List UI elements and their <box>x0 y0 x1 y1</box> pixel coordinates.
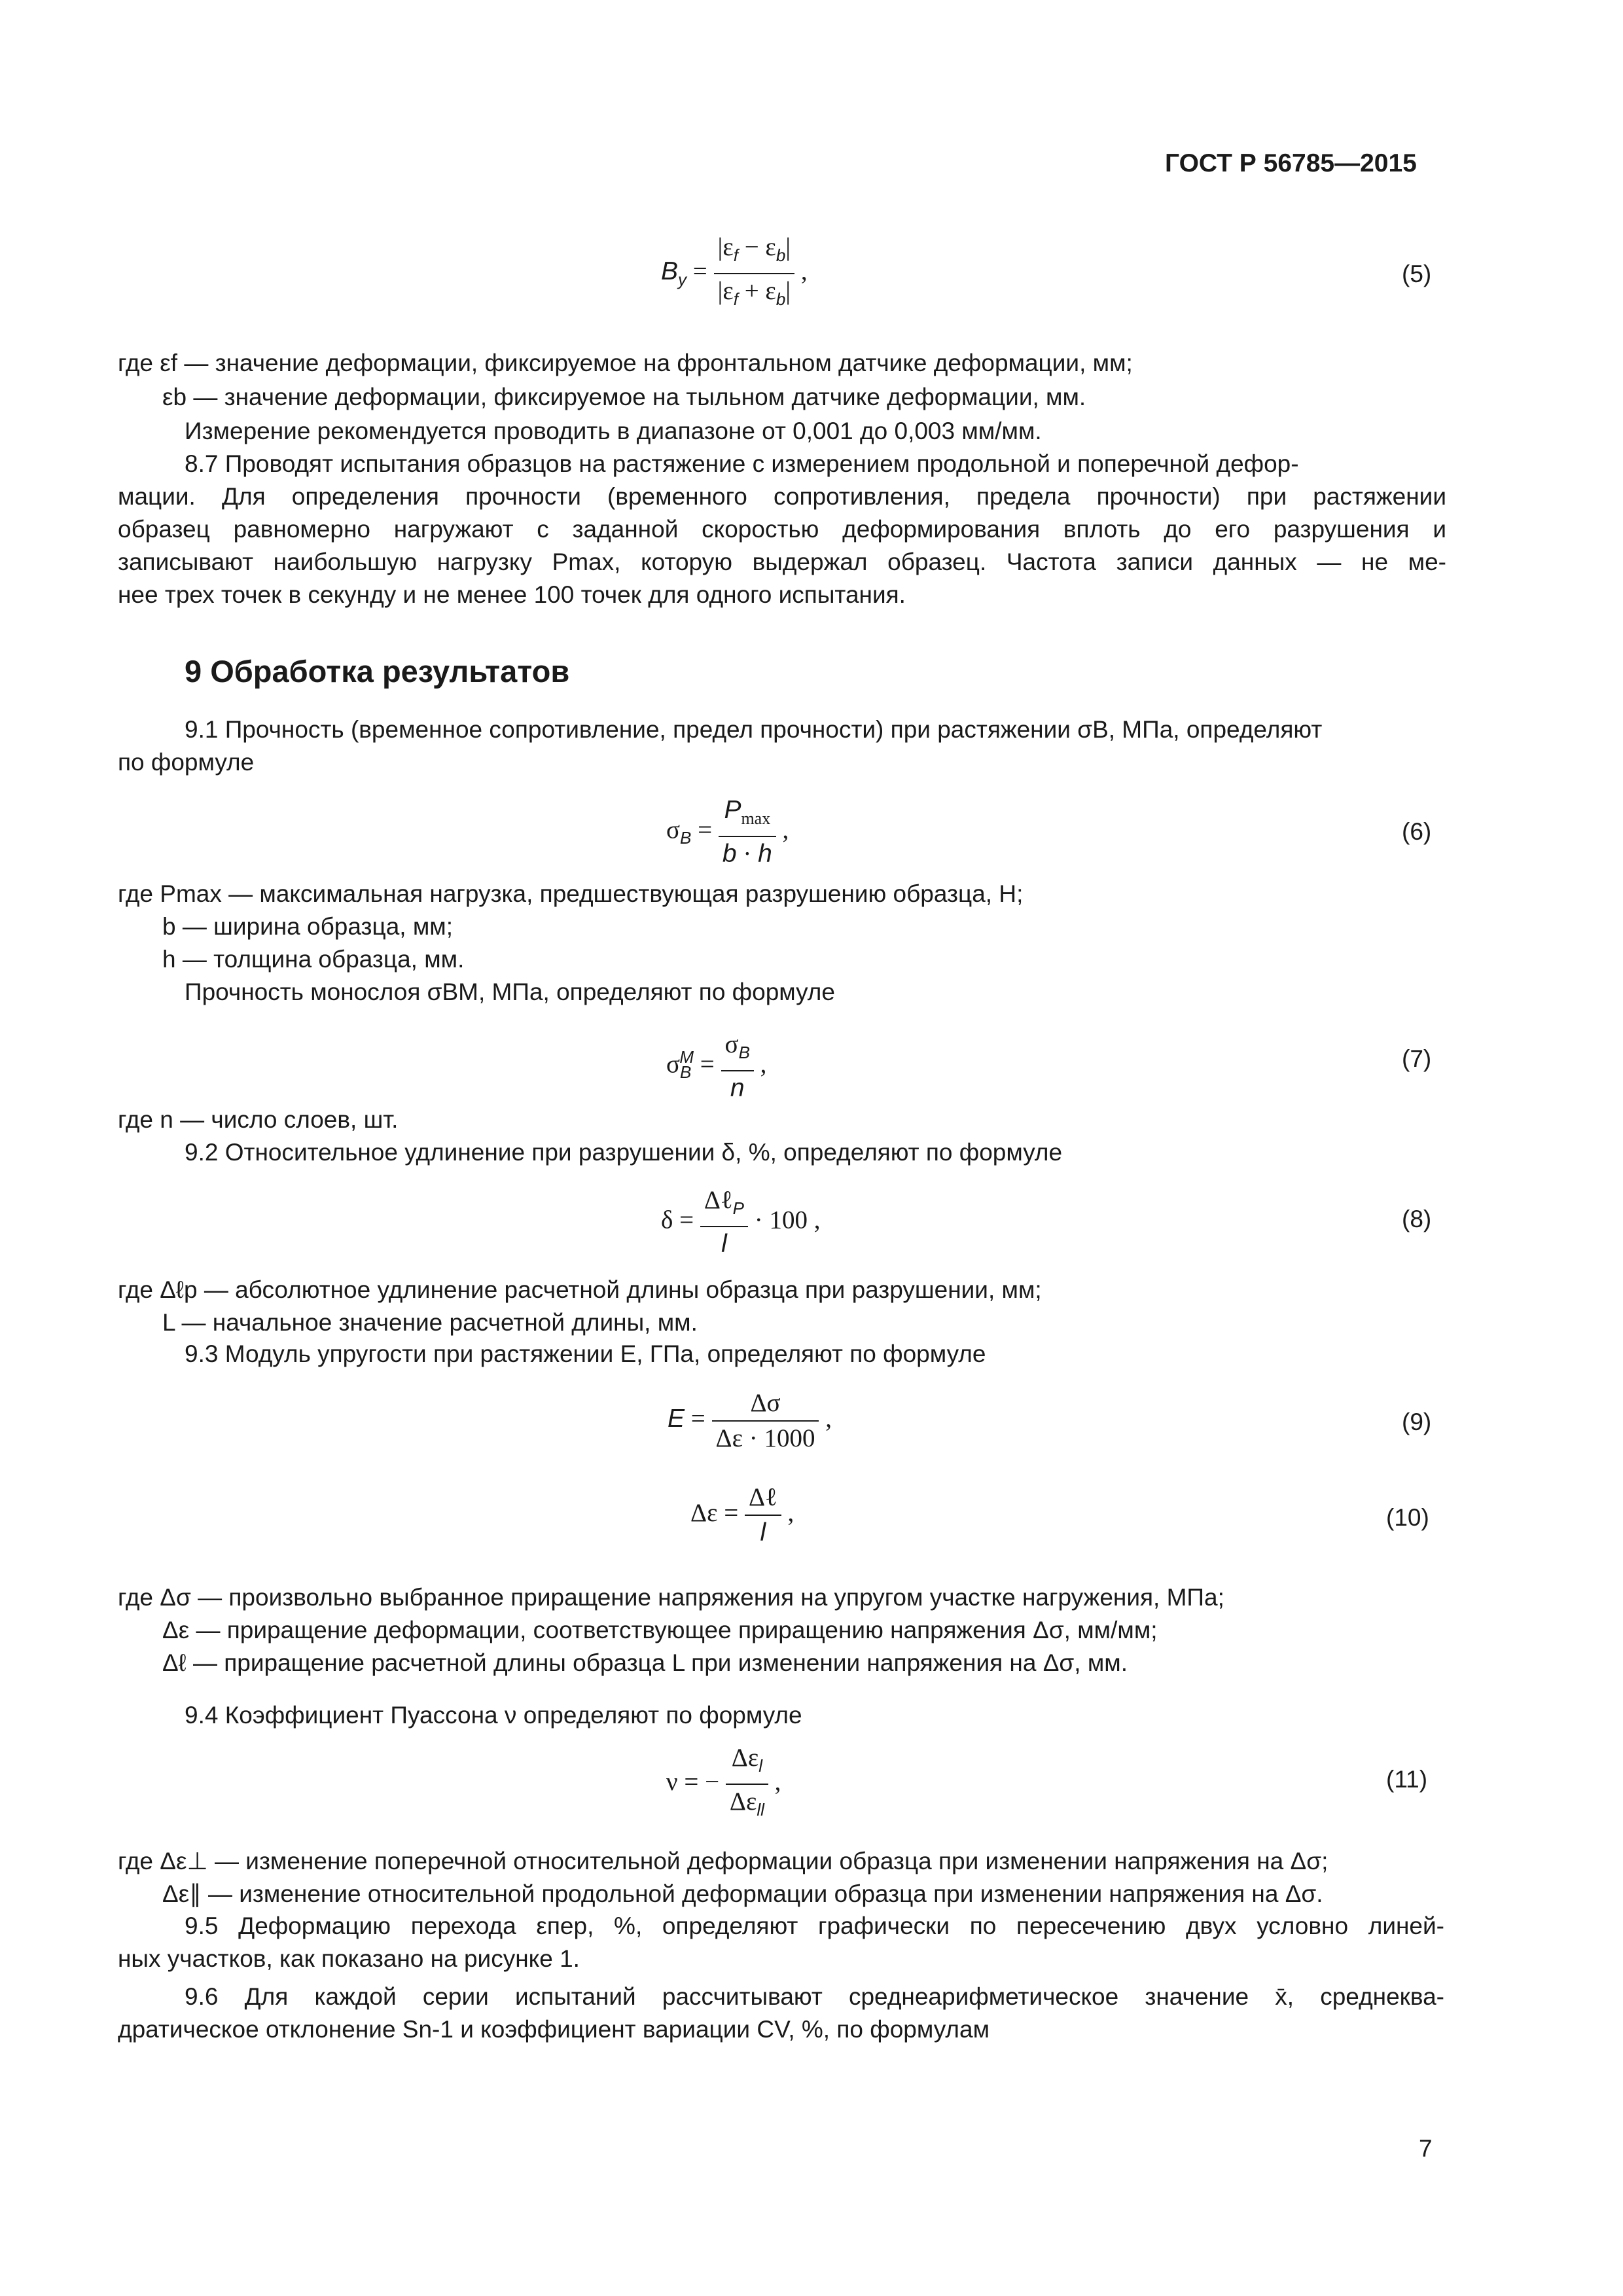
text-line: где Δℓp — абсолютное удлинение расчетной длины образца при разрушении, мм; <box>118 1276 1042 1303</box>
page-number: 7 <box>1419 2135 1433 2162</box>
text-line: 9.4 Коэффициент Пуассона ν определяют по формуле <box>185 1702 802 1729</box>
formula-11: ν = − $\frac{\Delta\varepsilon_l}{\Delta\varepsilon_{ll}}$ , <box>666 1741 781 1827</box>
text-line: мации. Для определения прочности (временного сопротивления, предела прочности) при растяжении <box>118 483 1446 510</box>
text-line: 9.5 Деформацию перехода εпер, %, определяют графически по пересечению двух условно линей- <box>185 1912 1444 1939</box>
equation-number: (6) <box>1402 818 1432 845</box>
text-line: Измерение рекомендуется проводить в диапазоне от 0,001 до 0,003 мм/мм. <box>185 418 1042 444</box>
text-line: дратическое отклонение Sn-1 и коэффициент вариации CV, %, по формулам <box>118 2016 990 2043</box>
text-line: 9.2 Относительное удлинение при разрушении δ, %, определяют по формуле <box>185 1139 1063 1166</box>
text-line: 8.7 Проводят испытания образцов на растяжение с измерением продольной и поперечной дефор- <box>185 450 1299 477</box>
formula-6: $\sigma_B$ = $\frac{P_{max}}{b \cdot h}$ , <box>666 793 789 871</box>
equation-number: (5) <box>1402 260 1432 287</box>
text-line: Δℓ — приращение расчетной длины образца L при изменении напряжения на Δσ, мм. <box>162 1649 1128 1676</box>
text-line: 9.3 Модуль упругости при растяжении E, ГПа, определяют по формуле <box>185 1340 986 1367</box>
formula-10: Δε = $\frac{\text{Δℓ}}{l}$ , <box>690 1480 794 1550</box>
text-line: где Pmax — максимальная нагрузка, предшествующая разрушению образца, Н; <box>118 880 1024 907</box>
formula-8: δ = $\frac{\Delta\ell_P}{l}$ · 100 , <box>661 1183 820 1261</box>
text-line: записывают наибольшую нагрузку Pmax, которую выдержал образец. Частота записи данных — не ме- <box>118 548 1446 575</box>
text-line: εb — значение деформации, фиксируемое на тыльном датчике деформации, мм. <box>162 384 1086 410</box>
equation-number: (7) <box>1402 1045 1432 1072</box>
text-line: где n — число слоев, шт. <box>118 1106 399 1133</box>
text-line: b — ширина образца, мм; <box>162 913 453 940</box>
formula-5: $B_y$ = $\frac{|\varepsilon_f - \varepsilon_b|}{|\varepsilon_f + \varepsilon_b|}$ , <box>661 230 808 317</box>
formula-9: E = $\frac{\Delta\sigma}{\Delta\varepsilon \cdot 1000}$ , <box>668 1386 832 1456</box>
equation-number: (9) <box>1402 1408 1432 1435</box>
text-line: Прочность монослоя σBM, МПа, определяют по формуле <box>185 978 835 1005</box>
text-line: где Δσ — произвольно выбранное приращение напряжения на упругом участке нагружения, МПа; <box>118 1584 1224 1611</box>
text-line: ных участков, как показано на рисунке 1. <box>118 1945 580 1972</box>
text-line: где Δε⊥ — изменение поперечной относительной деформации образца при изменении напряжения на Δσ; <box>118 1848 1329 1874</box>
equation-number: (10) <box>1386 1504 1429 1531</box>
text-line: где εf — значение деформации, фиксируемое на фронтальном датчике деформации, мм; <box>118 350 1133 376</box>
text-line: h — толщина образца, мм. <box>162 946 465 973</box>
text-line: Δε — приращение деформации, соответствующее приращению напряжения Δσ, мм/мм; <box>162 1617 1158 1643</box>
text-line: 9.6 Для каждой серии испытаний рассчитывают среднеарифметическое значение x̄, среднеква- <box>185 1983 1444 2010</box>
text-line: нее трех точек в секунду и не менее 100 точек для одного испытания. <box>118 581 906 608</box>
section-heading: 9 Обработка результатов <box>185 654 570 689</box>
text-line: L — начальное значение расчетной длины, мм. <box>162 1309 698 1336</box>
equation-number: (8) <box>1402 1206 1432 1232</box>
text-line: 9.1 Прочность (временное сопротивление, предел прочности) при растяжении σB, МПа, определяют <box>185 716 1323 743</box>
text-line: образец равномерно нагружают с заданной скоростью деформирования вплоть до его разрушения и <box>118 516 1446 543</box>
text-line: по формуле <box>118 749 255 776</box>
equation-number: (11) <box>1386 1766 1428 1793</box>
text-line: Δε∥ — изменение относительной продольной деформации образца при изменении напряжения на Δσ. <box>162 1880 1323 1907</box>
document-header: ГОСТ Р 56785—2015 <box>1165 149 1417 177</box>
formula-7: $\sigma_B^M$ = $\frac{\sigma_B}{n}$ , <box>666 1028 766 1105</box>
